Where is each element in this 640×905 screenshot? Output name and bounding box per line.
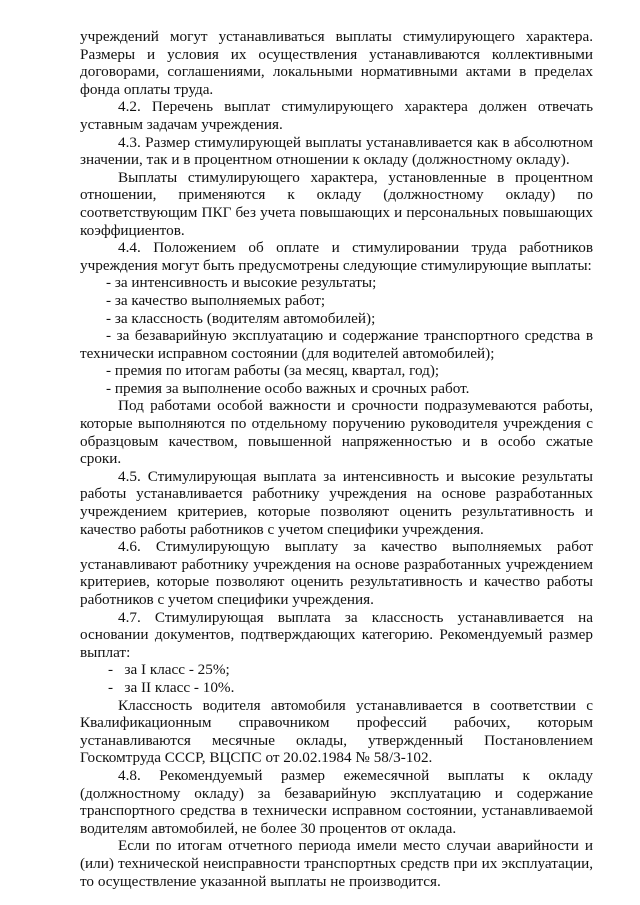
paragraph-4-4: 4.4. Положением об оплате и стимулировании труда работников учреждения могут быть предусмотрены следующие стимулирующие выплаты:	[80, 239, 593, 274]
list-item-bonus-period: - премия по итогам работы (за месяц, квартал, год);	[106, 362, 440, 380]
paragraph-4-5: 4.5. Стимулирующая выплата за интенсивность и высокие результаты работы устанавливается работнику учреждения на основе разработанных учреждением критериев, которые позволяют оценить результативность и качество работы работников с учетом специфики учреждения.	[80, 467, 593, 538]
paragraph-4-3: 4.3. Размер стимулирующей выплаты устанавливается как в абсолютном значении, так и в процентном отношении к окладу (должностному окладу).	[80, 133, 593, 169]
list-item-class-2: - за II класс - 10%.	[108, 678, 235, 696]
paragraph-percent-payments: Выплаты стимулирующего характера, установленные в процентном отношении, применяются к окладу (должностному окладу) по соответствующим ПКГ без учета повышающих и персональных повышающих коэффициентов.	[80, 168, 593, 239]
list-item-quality: - за качество выполняемых работ;	[106, 291, 326, 309]
list-item-intensity: - за интенсивность и высокие результаты;	[106, 274, 377, 292]
paragraph-4-2: 4.2. Перечень выплат стимулирующего характера должен отвечать уставным задачам учреждения.	[80, 98, 593, 133]
list-item-class-1: - за I класс - 25%;	[108, 661, 230, 679]
paragraph-driver-class: Классность водителя автомобиля устанавливается в соответствии с Квалификационным справочником профессий рабочих, которым устанавливаются месячные оклады, утвержденный Постановлением Госкомтруда СССР, ВЦСПС от 20.02.1984 № 58/3-102.	[80, 696, 593, 767]
paragraph-4-8: 4.8. Рекомендуемый размер ежемесячной выплаты к окладу (должностному окладу) за безаварийную эксплуатацию и содержание транспортного средства в технически исправном состоянии, устанавливаемой водителям автомобилей, не более 30 процентов от оклада.	[80, 766, 593, 837]
paragraph-accident-condition: Если по итогам отчетного периода имели место случаи аварийности и (или) технической неисправности транспортных средств при их эксплуатации, то осуществление указанной выплаты не производится.	[80, 837, 593, 890]
list-item-class: - за классность (водителям автомобилей);	[106, 309, 376, 327]
list-item-accident-free: - за безаварийную эксплуатацию и содержание транспортного средства в технически исправном состоянии (для водителей автомобилей);	[80, 327, 593, 362]
paragraph-4-6: 4.6. Стимулирующую выплату за качество выполняемых работ устанавливают работнику учреждения на основе разработанных учреждением критериев, которые позволяют оценить результативность и качество работы работников с учетом специфики учреждения.	[80, 538, 593, 608]
paragraph-special-works: Под работами особой важности и срочности подразумеваются работы, которые выполняются по отдельному поручению руководителя учреждения с образцовым качеством, повышенной напряженностью и в особо сжатые сроки.	[80, 397, 593, 468]
paragraph-continuation: учреждений могут устанавливаться выплаты стимулирующего характера. Размеры и условия их осуществления устанавливаются коллективными договорами, соглашениями, локальными нормативными актами в пределах фонда оплаты труда.	[80, 28, 593, 98]
document-page	[80, 28, 593, 890]
paragraph-4-7: 4.7. Стимулирующая выплата за классность устанавливается на основании документов, подтверждающих категорию. Рекомендуемый размер выплат:	[80, 608, 593, 661]
list-item-bonus-urgent: - премия за выполнение особо важных и срочных работ.	[106, 379, 470, 397]
